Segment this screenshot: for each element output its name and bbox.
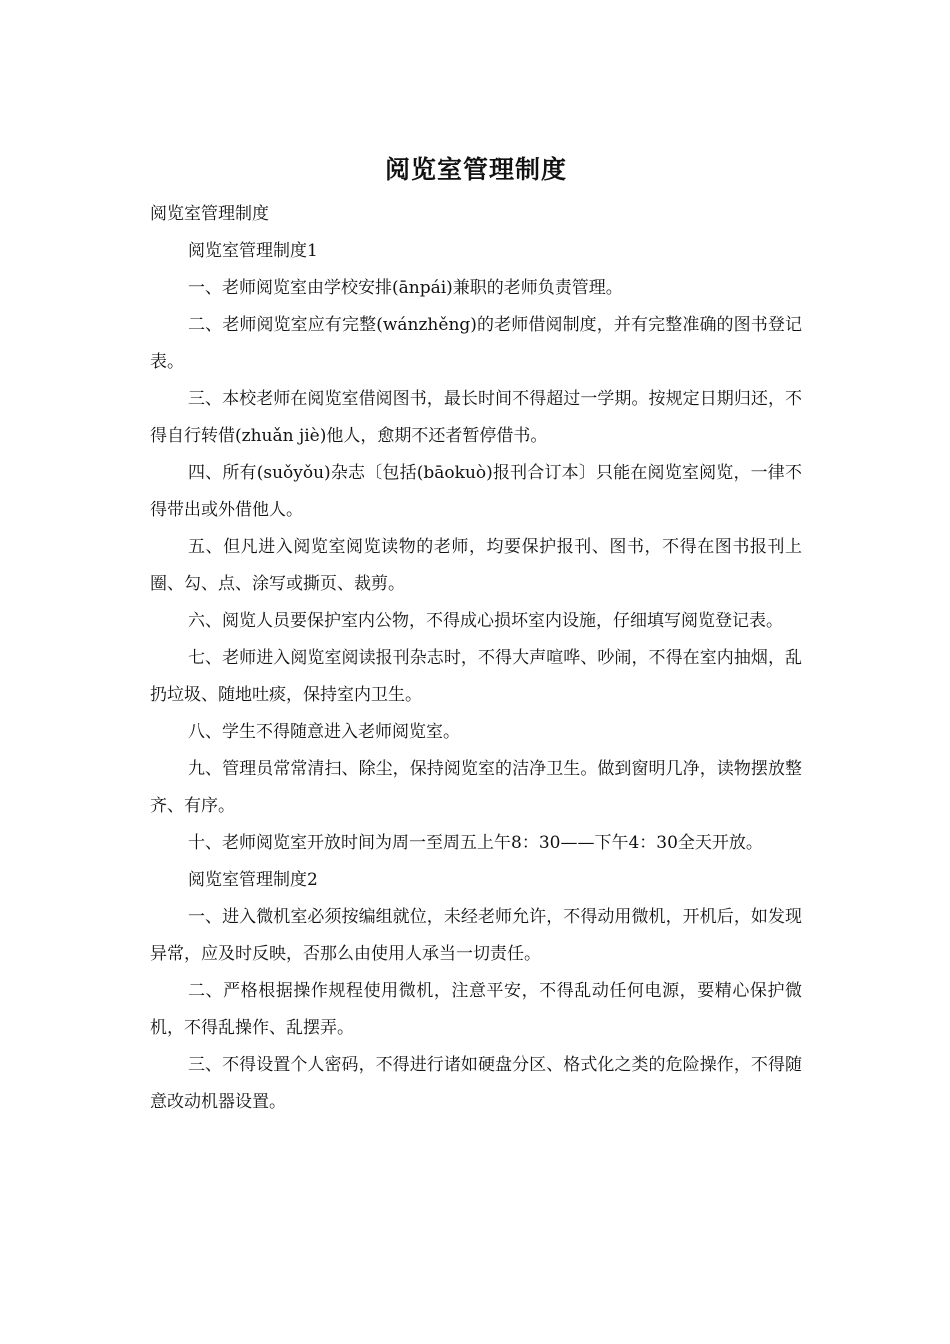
paragraph: 四、所有(suǒyǒu)杂志〔包括(bāokuò)报刊合订本〕只能在阅览室阅览，一律不得带出或外借他人。 bbox=[150, 463, 802, 520]
paragraph: 二、严格根据操作规程使用微机，注意平安，不得乱动任何电源，要精心保护微机，不得乱操作、乱摆弄。 bbox=[150, 981, 802, 1038]
paragraph: 五、但凡进入阅览室阅览读物的老师，均要保护报刊、图书，不得在图书报刊上圈、勾、点、涂写或撕页、裁剪。 bbox=[150, 537, 802, 594]
paragraph: 一、进入微机室必须按编组就位，未经老师允许，不得动用微机，开机后，如发现异常，应及时反映，否那么由使用人承当一切责任。 bbox=[150, 907, 802, 964]
paragraph: 八、学生不得随意进入老师阅览室。 bbox=[188, 722, 460, 742]
paragraph: 十、老师阅览室开放时间为周一至周五上午8：30——下午4：30全天开放。 bbox=[188, 833, 763, 853]
document-title: 阅览室管理制度 bbox=[384, 155, 567, 184]
paragraph: 二、老师阅览室应有完整(wánzhěng)的老师借阅制度，并有完整准确的图书登记表。 bbox=[150, 315, 802, 372]
document-subtitle: 阅览室管理制度 bbox=[150, 204, 269, 224]
paragraph: 三、本校老师在阅览室借阅图书，最长时间不得超过一学期。按规定日期归还，不得自行转借(zhuǎn jiè)他人，愈期不还者暂停借书。 bbox=[150, 389, 802, 446]
paragraph: 阅览室管理制度2 bbox=[188, 870, 318, 890]
paragraph: 七、老师进入阅览室阅读报刊杂志时，不得大声喧哗、吵闹，不得在室内抽烟，乱扔垃圾、随地吐痰，保持室内卫生。 bbox=[150, 648, 802, 705]
document-page bbox=[150, 150, 802, 1121]
paragraph: 阅览室管理制度1 bbox=[188, 241, 318, 261]
paragraph: 九、管理员常常清扫、除尘，保持阅览室的洁净卫生。做到窗明几净，读物摆放整齐、有序。 bbox=[150, 759, 802, 816]
paragraph: 三、不得设置个人密码，不得进行诸如硬盘分区、格式化之类的危险操作，不得随意改动机器设置。 bbox=[150, 1055, 802, 1112]
paragraph: 一、老师阅览室由学校安排(ānpái)兼职的老师负责管理。 bbox=[188, 278, 623, 298]
paragraph: 六、阅览人员要保护室内公物，不得成心损坏室内设施，仔细填写阅览登记表。 bbox=[188, 611, 783, 631]
